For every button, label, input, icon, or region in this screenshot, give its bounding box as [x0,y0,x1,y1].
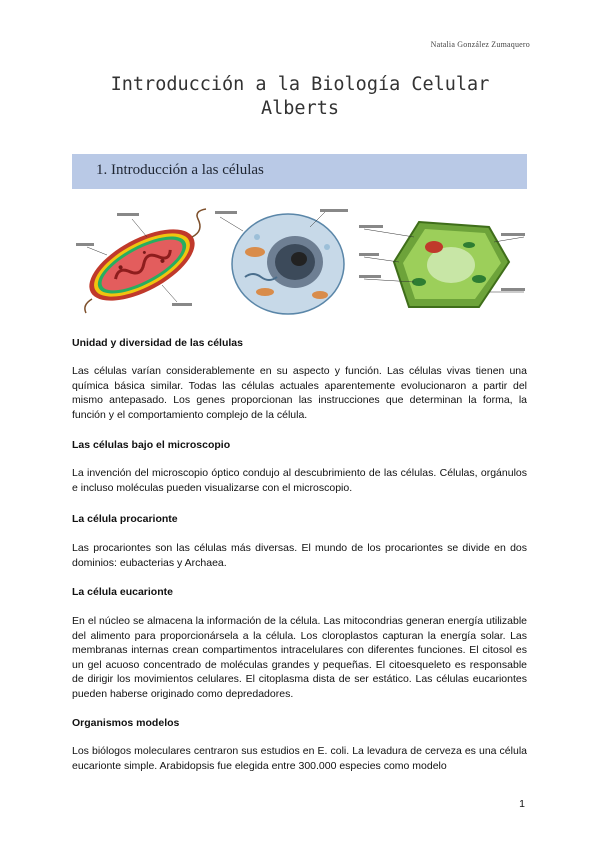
section-title: 1. Introducción a las células [96,162,264,178]
section-header [72,154,527,189]
paragraph-eucarionte: En el núcleo se almacena la información de la célula. Las mitocondrias generan energía utilizable del alimento para proporcionársela a la célula. Los cloroplastos capturan la energía solar. Las membranas internas crean compartimentos intracelulares con diferentes funciones. El citosol es un gel acuoso concentrado de moléculas grandes y pequeñas. El citoesqueleto es responsable de dirigir los movimientos celulares. El citoplasma dista de ser estático. Las células eucariontes pueden haberse originado como depredadores. [72,615,527,700]
bacterial-cell-diagram-icon [72,207,212,317]
paragraph-microscopio: La invención del microscopio óptico condujo al descubrimiento de las células. Células, orgánulos e incluso moléculas pueden visualizarse con el microscopio. [72,467,527,494]
title-line-1: Introducción a la Biología Celular [110,74,490,95]
plant-cell-diagram-icon [359,207,527,317]
heading-procarionte: La célula procarionte [72,513,178,525]
paragraph-procarionte: Las procariontes son las células más diversas. El mundo de los procariontes se divide en dos dominios: eubacterias y Archaea. [72,542,527,569]
animal-cell-diagram-icon [215,207,357,317]
document-title [0,73,600,121]
cell-illustrations [72,207,527,317]
heading-unidad-diversidad: Unidad y diversidad de las células [72,337,243,349]
page-number: 1 [519,798,525,810]
author-name: Natalia González Zumaquero [430,40,530,49]
heading-microscopio: Las células bajo el microscopio [72,439,231,451]
paragraph-unidad-diversidad: Las células varían considerablemente en su aspecto y función. Las células vivas tienen una química básica similar. Todas las células actuales aparentemente evolucionaron a partir del mismo antepasado. Los genes proporcionan las instrucciones que determinan la forma, la función y el comportamiento complejo de la célula. [72,365,527,421]
heading-organismos-modelos: Organismos modelos [72,717,180,729]
heading-eucarionte: La célula eucarionte [72,586,173,598]
paragraph-organismos-modelos: Los biólogos moleculares centraron sus estudios en E. coli. La levadura de cerveza es una célula eucarionte simple. Arabidopsis fue elegida entre 300.000 especies como modelo [72,745,527,772]
title-line-2: Alberts [261,98,339,119]
